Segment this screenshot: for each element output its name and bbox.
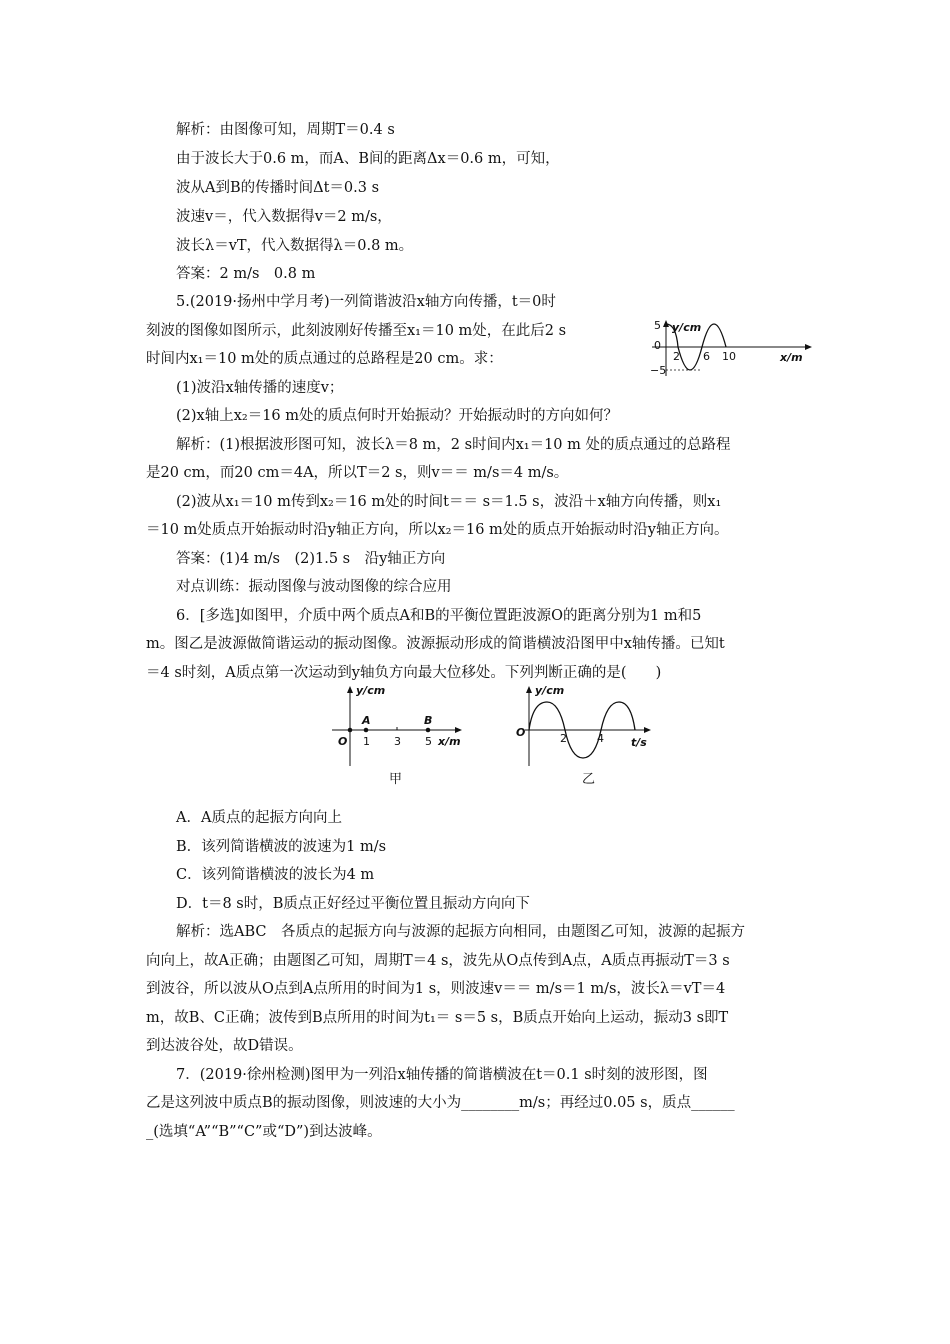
figyi-origin: O	[516, 726, 526, 739]
text-line: 是20 cm，而20 cm＝4A，所以T＝2 s，则v＝＝ m/s＝4 m/s。	[146, 465, 569, 481]
fig5-tick: 2	[673, 350, 680, 363]
fig5-y-label: y/cm	[672, 321, 702, 334]
figyi-tick: 4	[597, 732, 604, 745]
option-a: A．A质点的起振方向向上	[176, 810, 342, 826]
text-line: 乙是这列波中质点B的振动图像，则波速的大小为________m/s；再经过0.05 s，质点______	[146, 1095, 735, 1111]
figure-jia-caption: 甲	[389, 772, 403, 787]
option-d: D．t＝8 s时，B质点正好经过平衡位置且振动方向向下	[176, 896, 530, 912]
figyi-y-label: y/cm	[535, 684, 565, 697]
fig5-x-label: x/m	[780, 351, 803, 364]
fig5-tick: −5	[650, 364, 667, 377]
text-line: ＝4 s时刻，A质点第一次运动到y轴负方向最大位移处。下列判断正确的是( )	[146, 665, 662, 681]
figure-yi	[513, 682, 663, 774]
option-b: B．该列简谐横波的波速为1 m/s	[176, 839, 387, 855]
figjia-point-b: B	[424, 714, 433, 727]
figjia-tick: 3	[394, 735, 401, 748]
text-line: 时间内x₁＝10 m处的质点通过的总路程是20 cm。求：	[146, 351, 503, 367]
text-line: 解析：(1)根据波形图可知，波长λ＝8 m，2 s时间内x₁＝10 m 处的质点通过的总路程	[176, 437, 731, 453]
text-line: 答案：(1)4 m/s (2)1.5 s 沿y轴正方向	[176, 551, 446, 567]
figyi-tick: 2	[560, 732, 567, 745]
fig5-tick: 10	[722, 350, 736, 363]
wave-graph-q5	[646, 316, 816, 386]
question-6: 6．[多选]如图甲，介质中两个质点A和B的平衡位置距波源O的距离分别为1 m和5	[176, 608, 702, 624]
option-c: C．该列简谐横波的波长为4 m	[176, 867, 375, 883]
figjia-x-label: x/m	[438, 735, 461, 748]
figjia-origin: O	[338, 735, 348, 748]
text-line: (2)x轴上x₂＝16 m处的质点何时开始振动？开始振动时的方向如何？	[176, 408, 619, 424]
text-line: (2)波从x₁＝10 m传到x₂＝16 m处的时间t＝＝ s＝1.5 s，波沿＋x轴方向传播，则x₁	[176, 494, 722, 510]
text-line: ＝10 m处质点开始振动时沿y轴正方向，所以x₂＝16 m处的质点开始振动时沿y轴正方向。	[146, 522, 729, 538]
figjia-tick: 5	[425, 735, 432, 748]
text-line: 刻波的图像如图所示，此刻波刚好传播至x₁＝10 m处，在此后2 s	[146, 323, 567, 339]
text-line: 向向上，故A正确；由题图乙可知，周期T＝4 s，波先从O点传到A点，A质点再振动T＝3 s	[146, 953, 730, 969]
question-5: 5.(2019·扬州中学月考)一列简谐波沿x轴方向传播，t＝0时	[176, 294, 556, 310]
text-line: 解析：由图像可知，周期T＝0.4 s	[176, 122, 395, 138]
text-line: m，故B、C正确；波传到B点所用的时间为t₁＝ s＝5 s，B质点开始向上运动，振动3 s即T	[146, 1010, 729, 1026]
figure-yi-caption: 乙	[582, 772, 596, 787]
fig5-tick: 6	[703, 350, 710, 363]
text-line: 答案：2 m/s 0.8 m	[176, 266, 316, 282]
figjia-tick: 1	[363, 735, 370, 748]
text-line: 波长λ＝vT，代入数据得λ＝0.8 m。	[176, 238, 414, 254]
text-line: 波从A到B的传播时间Δt＝0.3 s	[176, 180, 380, 196]
text-line: 由于波长大于0.6 m，而A、B间的距离Δx＝0.6 m，可知，	[176, 151, 560, 167]
question-7: 7．(2019·徐州检测)图甲为一列沿x轴传播的简谐横波在t＝0.1 s时刻的波形图，图	[176, 1067, 708, 1083]
fig5-tick: 0	[654, 339, 661, 352]
text-line: 到达波谷处，故D错误。	[146, 1038, 303, 1054]
fig5-tick: 5	[654, 319, 661, 332]
text-line: 到波谷，所以波从O点到A点所用的时间为1 s，则波速v＝＝ m/s＝1 m/s，波长λ＝vT＝4	[146, 981, 726, 997]
figjia-y-label: y/cm	[356, 684, 386, 697]
text-line: _(选填“A”“B”“C”或“D”)到达波峰。	[146, 1124, 382, 1140]
text-line: m。图乙是波源做简谐运动的振动图像。波源振动形成的简谐横波沿图甲中x轴传播。已知t	[146, 636, 725, 652]
figure-jia	[330, 682, 480, 774]
figyi-x-label: t/s	[631, 736, 647, 749]
text-line: 解析：选ABC 各质点的起振方向与波源的起振方向相同，由题图乙可知，波源的起振方	[176, 924, 745, 940]
text-line: (1)波沿x轴传播的速度v；	[176, 380, 344, 396]
text-line: 波速v＝，代入数据得v＝2 m/s，	[176, 209, 392, 225]
figjia-point-a: A	[362, 714, 371, 727]
section-heading: 对点训练：振动图像与波动图像的综合应用	[176, 579, 452, 595]
